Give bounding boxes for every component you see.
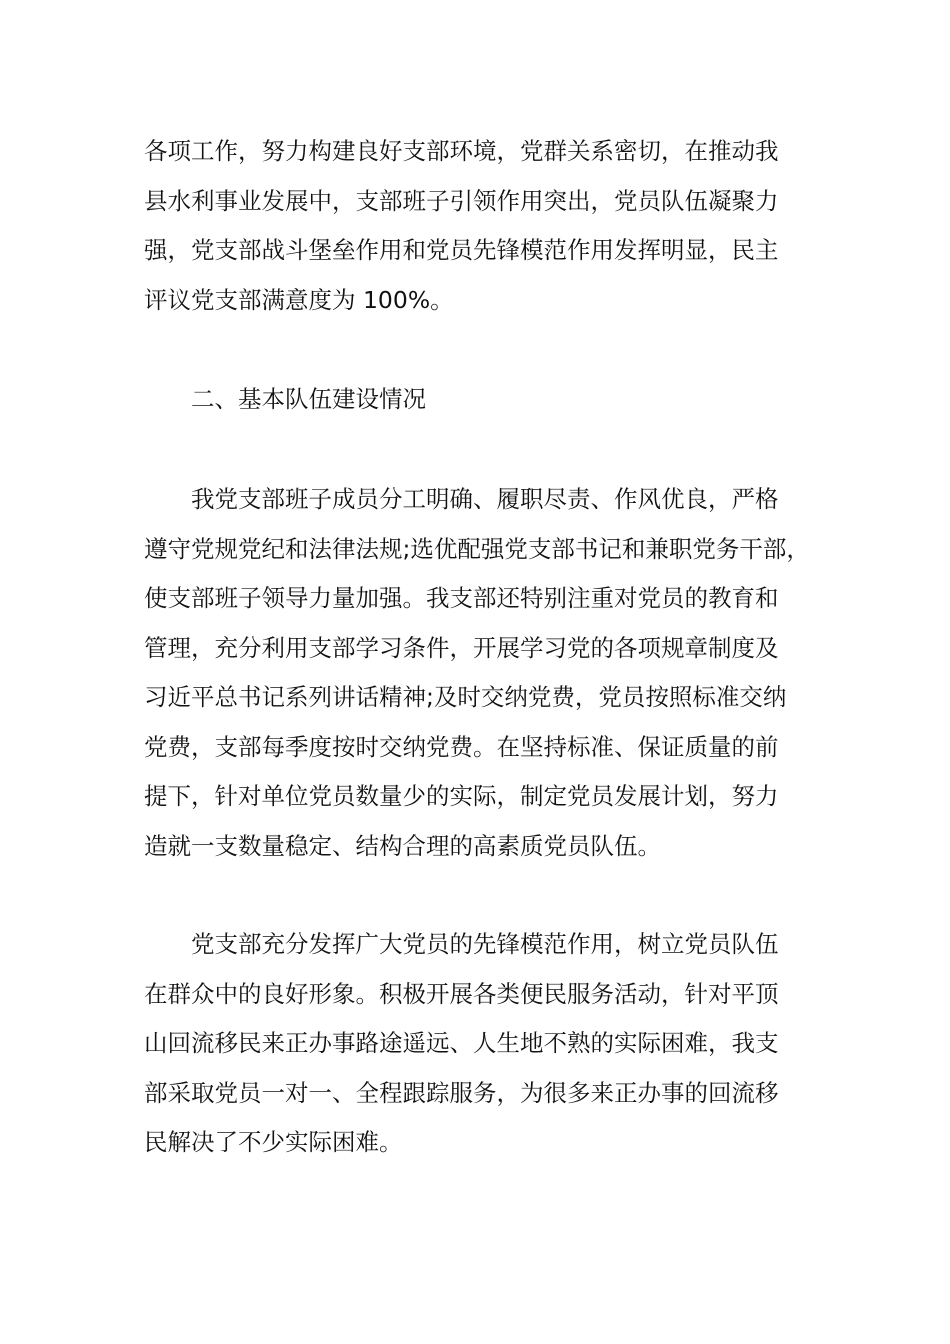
paragraph-line: 遵守党规党纪和法律法规;选优配强党支部书记和兼职党务干部，	[144, 534, 810, 563]
paragraph-2	[144, 475, 814, 871]
paragraph-line: 县水利事业发展中，支部班子引领作用突出，党员队伍凝聚力	[144, 186, 779, 215]
paragraph-line: 部采取党员一对一、全程跟踪服务，为很多来正办事的回流移	[144, 1078, 779, 1107]
paragraph-line: 习近平总书记系列讲话精神;及时交纳党费，党员按照标准交纳	[144, 683, 787, 711]
paragraph-line: 评议党支部满意度为 100%。	[144, 285, 454, 314]
paragraph-line: 民解决了不少实际困难。	[144, 1128, 403, 1156]
paragraph-1	[144, 127, 814, 325]
paragraph-line: 我党支部班子成员分工明确、履职尽责、作风优良，严格	[191, 485, 779, 513]
paragraph-line: 山回流移民来正办事路途遥远、人生地不熟的实际困难，我支	[144, 1029, 779, 1057]
section-heading	[144, 375, 814, 425]
paragraph-line: 管理，充分利用支部学习条件，开展学习党的各项规章制度及	[144, 633, 779, 662]
paragraph-3	[144, 920, 814, 1168]
paragraph-line: 党费，支部每季度按时交纳党费。在坚持标准、保证质量的前	[144, 732, 779, 761]
section-heading-text: 二、基本队伍建设情况	[191, 385, 426, 413]
paragraph-line: 在群众中的良好形象。积极开展各类便民服务活动，针对平顶	[144, 979, 779, 1008]
paragraph-line: 强，党支部战斗堡垒作用和党员先锋模范作用发挥明显，民主	[144, 236, 779, 264]
paragraph-line: 造就一支数量稳定、结构合理的高素质党员队伍。	[144, 831, 661, 860]
paragraph-line: 使支部班子领导力量加强。我支部还特别注重对党员的教育和	[144, 584, 779, 612]
paragraph-line: 党支部充分发挥广大党员的先锋模范作用，树立党员队伍	[191, 930, 779, 958]
paragraph-line: 提下，针对单位党员数量少的实际，制定党员发展计划，努力	[144, 782, 779, 810]
paragraph-line: 各项工作，努力构建良好支部环境，党群关系密切，在推动我	[144, 137, 779, 165]
